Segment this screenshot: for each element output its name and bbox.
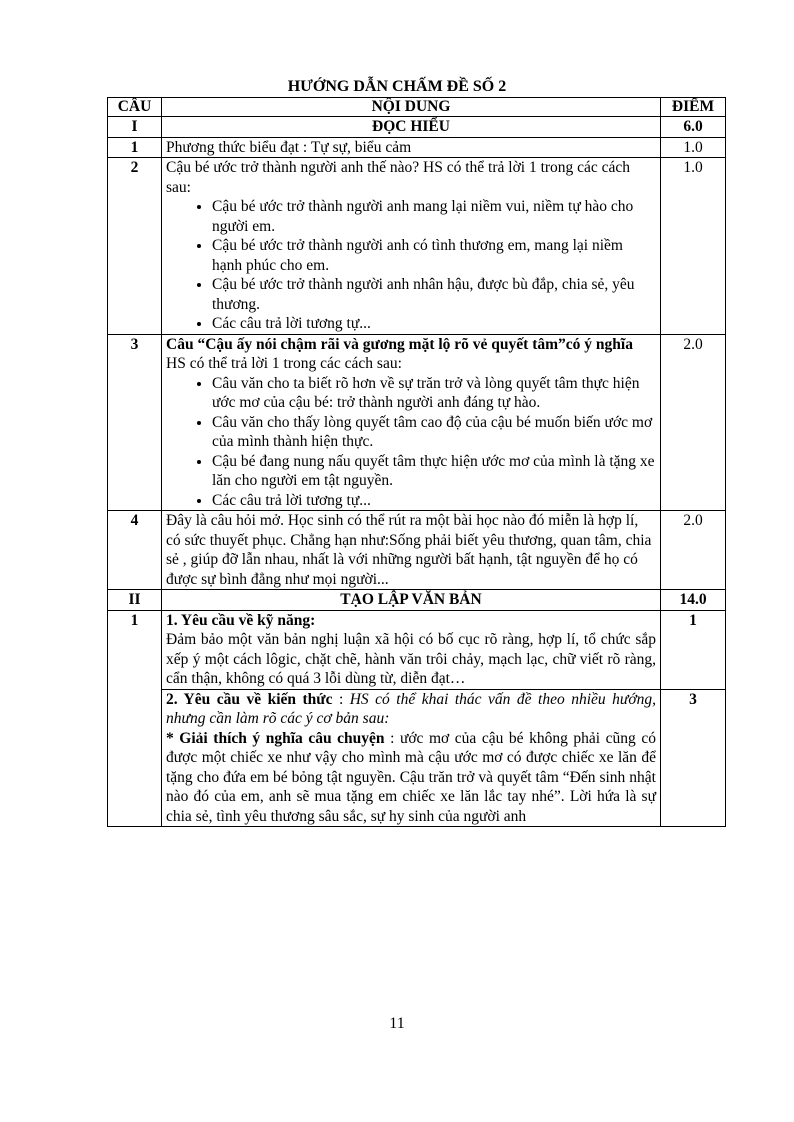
list-item: • Câu văn cho ta biết rõ hơn về sự trăn trở và lòng quyết tâm thực hiện ước mơ của cậu bé: trở thành người anh đáng tự hào. [212, 374, 656, 413]
question-content: Phương thức biểu đạt : Tự sự, biểu cảm [162, 137, 661, 158]
question-number: 4 [108, 511, 162, 590]
grading-table [107, 97, 726, 827]
question-intro: HS có thể trả lời 1 trong các cách sau: [166, 355, 402, 372]
section-row-tao-lap-van-ban [108, 590, 726, 611]
question-row-ii-1-part-2 [108, 689, 726, 827]
part-text: Đảm bảo một văn bản nghị luận xã hội có bố cục rõ ràng, hợp lí, tổ chức sắp xếp ý một cách lôgic, chặt chẽ, hành văn trôi chảy, mạch lạc, chữ viết rõ ràng, cẩn thận, không có quá 3 lỗi dùng từ, diễn đạt… [166, 631, 656, 687]
question-row-1 [108, 137, 726, 158]
part-text [166, 729, 656, 827]
section-title: ĐỌC HIỂU [162, 117, 661, 138]
question-content [162, 158, 661, 335]
question-intro: Cậu bé ước trở thành người anh thế nào? HS có thể trả lời 1 trong các cách sau: [166, 159, 631, 196]
question-row-ii-1-part-1 [108, 610, 726, 689]
section-number: I [108, 117, 162, 138]
question-row-4 [108, 511, 726, 590]
answer-list [166, 374, 656, 511]
list-item: • Các câu trả lời tương tự... [212, 314, 656, 334]
sub-text: : ước mơ của cậu bé không phải cũng có được một chiếc xe như vậy cho mình mà cậu ước mơ có được chiếc xe lăn để tặng cho đứa em bé bỏng tật nguyền. Cậu trăn trở và quyết tâm “Đến sinh nhật nào đó của em, anh sẽ mua tặng em chiếc xe lăn lắc tay nhé”. Lời hứa là sự chia sẻ, tình yêu thương sâu sắc, sự hy sinh của người anh [166, 729, 656, 825]
question-lead: Câu “Cậu ấy nói chậm rãi và gương mặt lộ rõ vẻ quyết tâm”có ý nghĩa [166, 335, 633, 353]
list-item: • Cậu bé đang nung nấu quyết tâm thực hiện ước mơ của mình là tặng xe lăn cho người em tật nguyền. [212, 452, 656, 491]
question-content [162, 610, 661, 689]
question-content [162, 689, 661, 827]
section-score: 6.0 [661, 117, 726, 138]
header-cau: CÂU [108, 98, 162, 117]
answer-list [166, 197, 656, 334]
part-note: HS có thể khai thác vấn đề theo nhiều hướng, nhưng cần làm rõ các ý cơ bản sau: [166, 690, 656, 727]
header-diem: ĐIỂM [661, 98, 726, 117]
part-score: 1 [661, 610, 726, 689]
heading-separator: : [332, 690, 350, 708]
section-title: TẠO LẬP VĂN BẢN [162, 590, 661, 611]
section-score: 14.0 [661, 590, 726, 611]
question-number: 1 [108, 137, 162, 158]
section-number: II [108, 590, 162, 611]
header-noi-dung: NỘI DUNG [162, 98, 661, 117]
question-score: 2.0 [661, 334, 726, 511]
list-item: • Câu văn cho thấy lòng quyết tâm cao độ của cậu bé muốn biến ước mơ của mình thành hiện thực. [212, 413, 656, 452]
sub-heading: * Giải thích ý nghĩa câu chuyện [166, 729, 385, 747]
question-number: 1 [108, 610, 162, 827]
question-score: 2.0 [661, 511, 726, 590]
part-heading: 2. Yêu cầu về kiến thức [166, 690, 333, 708]
part-heading-line [166, 690, 656, 729]
question-content: Đây là câu hỏi mở. Học sinh có thể rút ra một bài học nào đó miễn là hợp lí, có sức thuyết phục. Chẳng hạn như:Sống phải biết yêu thương, quan tâm, chia sẻ , giúp đỡ lẫn nhau, nhất là với những người bất hạnh, tật nguyền để họ có được sự bình đẳng như mọi người... [162, 511, 661, 590]
question-row-2 [108, 158, 726, 335]
question-score: 1.0 [661, 158, 726, 335]
question-row-3 [108, 334, 726, 511]
list-item: • Cậu bé ước trở thành người anh có tình thương em, mang lại niềm hạnh phúc cho em. [212, 236, 656, 275]
list-item: • Cậu bé ước trở thành người anh mang lại niềm vui, niềm tự hào cho người em. [212, 197, 656, 236]
question-score: 1.0 [661, 137, 726, 158]
page-number: 11 [389, 1015, 405, 1032]
question-number: 3 [108, 334, 162, 511]
part-score: 3 [661, 689, 726, 827]
page-title: HƯỚNG DẪN CHẤM ĐỀ SỐ 2 [287, 78, 507, 95]
list-item: • Cậu bé ước trở thành người anh nhân hậu, được bù đắp, chia sẻ, yêu thương. [212, 275, 656, 314]
table-header-row [108, 98, 726, 117]
list-item: • Các câu trả lời tương tự... [212, 491, 656, 511]
question-number: 2 [108, 158, 162, 335]
part-heading: 1. Yêu cầu về kỹ năng: [166, 611, 316, 629]
section-row-doc-hieu [108, 117, 726, 138]
question-content [162, 334, 661, 511]
